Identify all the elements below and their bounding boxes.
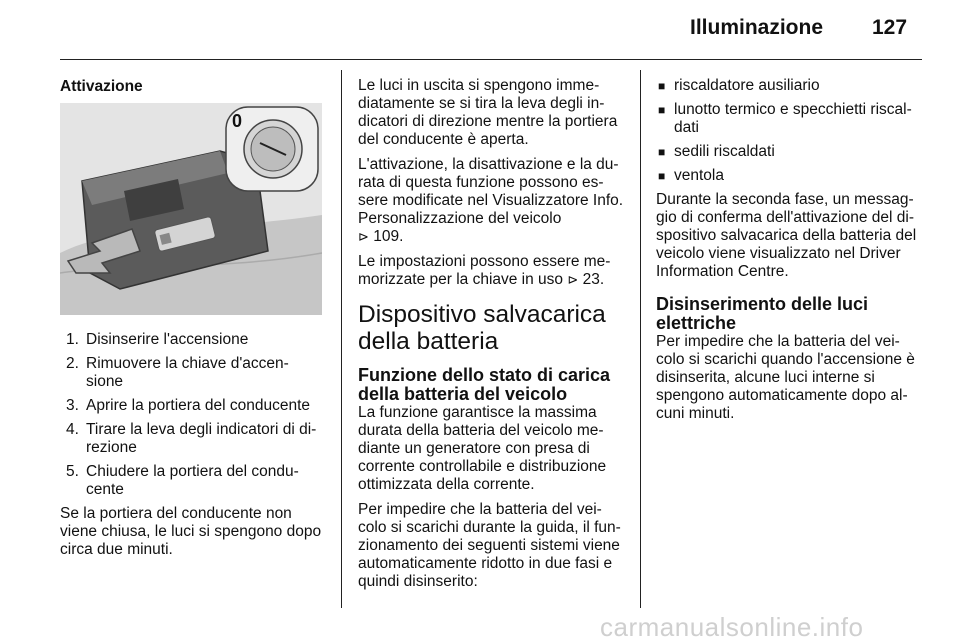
list-item: 1. Disinserire l'accensione <box>66 331 249 348</box>
key-position-label: 0 <box>232 111 243 131</box>
bullet-icon: ■ <box>658 169 666 183</box>
page-number: 127 <box>872 16 908 39</box>
list-item: ■ ventola <box>658 167 724 184</box>
bullet-icon: ■ <box>658 103 666 117</box>
list-item: 5. Chiudere la portiera del condu-cente <box>66 463 299 498</box>
list-item: 2. Rimuovere la chiave d'accen-sione <box>66 355 289 390</box>
closing-paragraph: Se la portiera del conducente non viene chiusa, le luci si spengono dopo circa due minuti. <box>60 505 322 558</box>
steering-stalk-illustration <box>60 103 322 315</box>
column-2 <box>358 77 626 598</box>
paragraph: Le impostazioni possono essere me-morizzate per la chiave in uso ⊳ 23. <box>358 253 611 288</box>
column-divider-left <box>341 70 342 608</box>
page-ref: 109. <box>373 228 404 245</box>
list-item: ■ riscaldatore ausiliario <box>658 77 820 94</box>
paragraph: Durante la seconda fase, un messag-gio di conferma dell'attivazione del di-spositivo salvacarica della batteria del veicolo viene visualizzato nel Driver Information Centre. <box>656 191 917 280</box>
column-divider-right <box>640 70 641 608</box>
column-1-text <box>60 331 325 566</box>
list-item: ■ sedili riscaldati <box>658 143 775 160</box>
paragraph: Per impedire che la batteria del vei-colo si scarichi durante la guida, il fun-zionamento dei seguenti sistemi viene automaticamente ridotto in due fasi e quindi disinserito: <box>358 501 621 590</box>
paragraph: Per impedire che la batteria del vei-colo si scarichi quando l'accensione è disinserita, alcune luci interne si spengono automaticamente dopo al-cuni minuti. <box>656 333 915 422</box>
list-item: 4. Tirare la leva degli indicatori di di-rezione <box>66 421 317 456</box>
bullet-icon: ■ <box>658 145 666 159</box>
steps-list <box>60 331 325 499</box>
subsection-heading: Disinserimento delle luci elettriche <box>656 294 869 333</box>
bullet-icon: ■ <box>658 79 666 93</box>
stalk-figure <box>60 103 322 315</box>
section-heading: Dispositivo salvacarica della batteria <box>358 301 606 355</box>
column-1 <box>60 78 325 103</box>
paragraph: La funzione garantisce la massima durata della batteria del veicolo me-diante un generatore con presa di corrente controllabile e distribuzione ottimizzata della corrente. <box>358 404 607 493</box>
page-ref-icon: ⊳ <box>567 272 579 287</box>
subsection-heading: Funzione dello stato di carica della batteria del veicolo <box>358 365 611 404</box>
systems-list <box>656 77 926 185</box>
section-label: Attivazione <box>60 78 143 95</box>
list-item: 3. Aprire la portiera del conducente <box>66 397 311 414</box>
column-3 <box>656 77 926 430</box>
paragraph: Le luci in uscita si spengono imme-diatamente se si tira la leva degli in-dicatori di direzione mentre la portiera del conducente è aperta. <box>358 77 618 148</box>
paragraph: L'attivazione, la disattivazione e la du-rata di questa funzione possono es-sere modificate nel Visualizzatore Info. Personalizzazione del veicolo ⊳ 109. <box>358 156 624 245</box>
chapter-title: Illuminazione <box>690 16 824 39</box>
page-ref: 23. <box>582 271 605 288</box>
list-item: ■ lunotto termico e specchietti riscal-dati <box>658 101 912 136</box>
page-ref-icon: ⊳ <box>358 229 369 244</box>
watermark: carmanualsonline.info <box>600 612 864 642</box>
header-rule <box>60 59 922 60</box>
